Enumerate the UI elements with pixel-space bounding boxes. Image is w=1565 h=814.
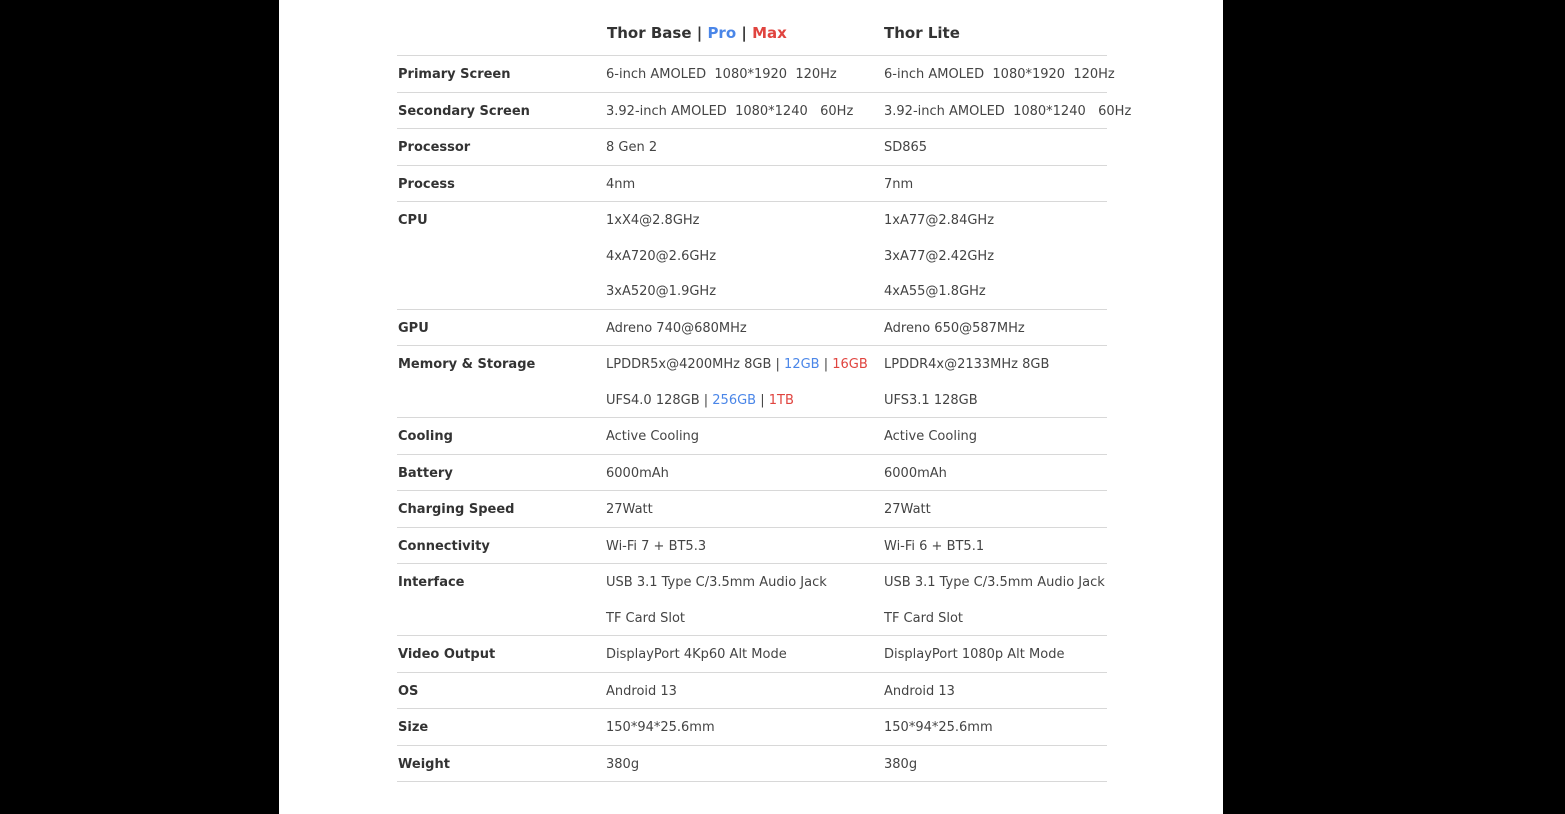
spec-label [398,636,495,672]
spec-label [398,673,418,709]
spec-label-text: Interface [398,575,465,590]
spec-value: 6000mAh [884,465,947,481]
spec-value: USB 3.1 Type C/3.5mm Audio Jack [884,575,1105,590]
spec-label-text: Memory & Storage [398,357,536,372]
header-segment: Pro [707,24,737,42]
spec-label [398,346,535,382]
table-row [397,709,1107,746]
spec-value: 6-inch AMOLED 1080*1920 120Hz [884,67,1115,82]
spec-thor-base [606,418,699,454]
table-header [397,14,1107,56]
header-segment: | [691,24,708,42]
spec-thor-base [606,564,827,635]
spec-label-text: CPU [398,213,428,228]
spec-value: TF Card Slot [606,610,686,626]
spec-value: DisplayPort 4Kp60 Alt Mode [606,647,787,662]
spec-value: 6000mAh [606,465,669,481]
spec-value: 1xX4@2.8GHz [606,213,700,228]
spec-value: 3.92-inch AMOLED 1080*1240 60Hz [606,103,854,119]
spec-value: 380g [606,756,640,772]
table-row [397,528,1107,565]
spec-value: 3.92-inch AMOLED 1080*1240 60Hz [884,103,1132,119]
spec-thor-base [606,746,639,782]
table-row [397,746,1107,783]
table-row [397,202,1107,310]
spec-value: 8 Gen 2 [606,140,658,155]
spec-thor-base [606,673,677,709]
spec-label-text: Process [398,176,455,192]
spec-label-text: Weight [398,756,450,772]
spec-thor-base [606,528,706,564]
spec-value: DisplayPort 1080p Alt Mode [884,647,1065,662]
spec-value-segment: | [756,392,769,408]
spec-thor-base [606,636,787,672]
table-row [397,455,1107,492]
spec-value: Active Cooling [884,429,978,444]
spec-thor-lite [884,346,1049,417]
spec-value: 4xA55@1.8GHz [884,284,986,299]
spec-label-text: Cooling [398,429,453,444]
spec-thor-lite [884,129,927,165]
spec-value: 7nm [884,176,914,192]
spec-thor-base [606,202,716,309]
spec-value: 4xA720@2.6GHz [606,248,717,264]
spec-thor-base [606,310,747,346]
spec-label-text: Processor [398,140,471,155]
spec-thor-base [606,346,868,417]
table-row [397,129,1107,166]
spec-label [398,491,514,527]
header-segment: Max [752,24,787,42]
table-row [397,310,1107,347]
spec-label-text: Video Output [398,647,496,662]
spec-page [279,0,1223,814]
spec-value: SD865 [884,140,928,155]
spec-label [398,418,453,454]
table-row [397,93,1132,130]
spec-value-segment: 256GB [712,392,757,408]
table-row [397,636,1107,673]
spec-value: Wi-Fi 6 + BT5.1 [884,538,985,554]
spec-value: 27Watt [884,502,931,517]
spec-value: 150*94*25.6mm [606,720,715,735]
spec-thor-base [606,455,669,491]
spec-label-text: Secondary Screen [398,103,530,119]
spec-label [398,746,450,782]
spec-label [398,129,470,165]
spec-label [398,564,465,600]
spec-value: 3xA77@2.42GHz [884,248,995,264]
spec-label-text: Charging Speed [398,502,515,517]
spec-thor-lite [884,636,1064,672]
spec-value-segment: | [819,357,833,372]
spec-value: 150*94*25.6mm [884,720,993,735]
table-row [397,564,1107,636]
spec-thor-base [606,166,635,202]
spec-thor-lite [884,564,1105,635]
spec-value [606,382,868,418]
header-segment: | [736,24,753,42]
spec-value: LPDDR4x@2133MHz 8GB [884,357,1050,372]
spec-thor-lite [884,528,984,564]
table-row [397,56,1115,93]
spec-label [398,528,490,564]
spec-thor-lite [884,673,955,709]
spec-label-text: Connectivity [398,538,490,554]
spec-thor-lite [884,56,1115,92]
spec-thor-lite [884,310,1025,346]
spec-label-text: Battery [398,465,453,481]
spec-label [398,202,428,238]
spec-label-text: GPU [398,320,429,336]
spec-label [398,455,453,491]
spec-label-text: OS [398,683,419,699]
spec-thor-lite [884,491,931,527]
table-row [397,346,1107,418]
header-segment: Thor Base [607,24,692,42]
spec-value: Android 13 [606,683,677,699]
table-row [397,418,1107,455]
table-row [397,673,1107,710]
spec-value [606,346,868,382]
spec-value-segment: LPDDR5x@4200MHz 8GB | [606,357,785,372]
spec-value: Active Cooling [606,429,700,444]
spec-thor-base [606,56,837,92]
header-thor-lite: Thor Lite [884,24,960,42]
spec-value-segment: UFS4.0 128GB | [606,392,713,408]
spec-thor-lite [884,455,947,491]
spec-label [398,310,429,346]
header-thor-base-pro-max [607,24,787,42]
spec-value: USB 3.1 Type C/3.5mm Audio Jack [606,575,827,590]
spec-label [398,93,530,129]
spec-value-segment: 16GB [832,357,868,372]
spec-comparison-table [397,14,1132,782]
spec-value: Adreno 650@587MHz [884,320,1025,336]
spec-label-text: Size [398,720,429,735]
spec-value-segment: 12GB [784,357,820,372]
spec-value: 4nm [606,176,636,192]
spec-value: 6-inch AMOLED 1080*1920 120Hz [606,67,837,82]
spec-value: 3xA520@1.9GHz [606,284,717,299]
spec-value-segment: 1TB [768,392,794,408]
spec-thor-lite [884,202,994,309]
spec-value: 1xA77@2.84GHz [884,213,995,228]
spec-value: 27Watt [606,502,653,517]
spec-thor-lite [884,709,993,745]
spec-thor-base [606,491,653,527]
spec-thor-lite [884,93,1131,129]
spec-value: TF Card Slot [884,610,964,626]
spec-label-text: Primary Screen [398,67,511,82]
table-body [397,56,1132,782]
spec-value: Adreno 740@680MHz [606,320,747,336]
spec-thor-base [606,129,657,165]
table-row [397,166,1107,203]
table-row [397,491,1107,528]
spec-thor-lite [884,166,913,202]
spec-thor-lite [884,418,977,454]
spec-thor-base [606,93,853,129]
spec-label [398,166,455,202]
spec-thor-base [606,709,715,745]
spec-value: 380g [884,756,918,772]
spec-label [398,709,428,745]
spec-value: Wi-Fi 7 + BT5.3 [606,538,707,554]
spec-value: UFS3.1 128GB [884,392,978,408]
spec-thor-lite [884,746,917,782]
spec-label [398,56,511,92]
spec-value: Android 13 [884,683,955,699]
